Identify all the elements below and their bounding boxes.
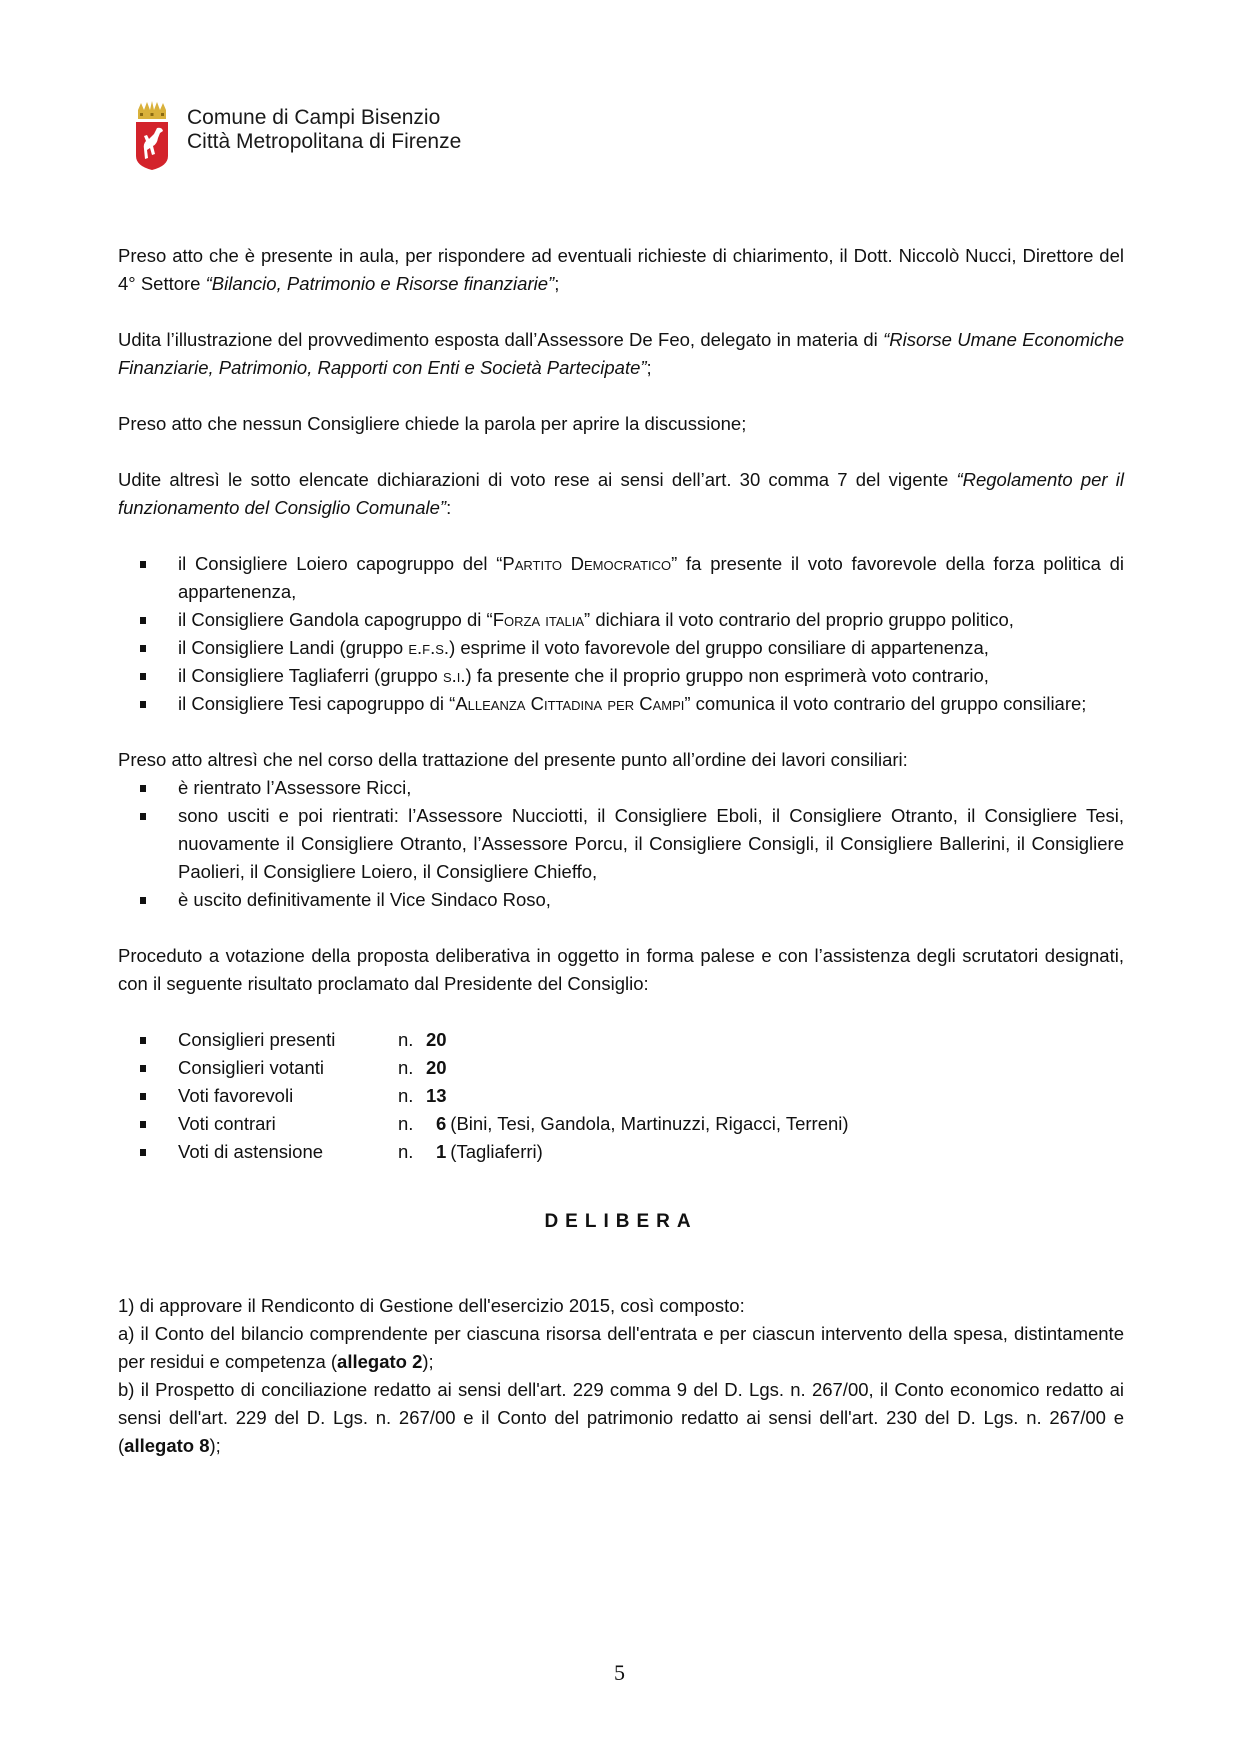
declaration-item: il Consigliere Loiero capogruppo del “Partito Democratico” fa presente il voto favorevole della forza politica di appartenenza, [178,550,1124,606]
delibera-item-1: 1) di approvare il Rendiconto di Gestione dell'esercizio 2015, così composto: [118,1295,745,1316]
vote-row: Voti di astensione n. 1 (Tagliaferri) [178,1138,1124,1166]
delibera-item-a: a) il Conto del bilancio comprendente per ciascuna risorsa dell'entrata e per ciascun intervento della spesa, distintamente per residui e competenza (allegato 2); [118,1323,1124,1372]
paragraph-presence-director: Preso atto che è presente in aula, per rispondere ad eventuali richieste di chiarimento, il Dott. Niccolò Nucci, Direttore del 4° Settore “Bilancio, Patrimonio e Risorse finanziarie”; [118,245,1124,294]
vote-row: Voti contrari n. 6 (Bini, Tesi, Gandola, Martinuzzi, Rigacci, Terreni) [178,1110,1124,1138]
presence-item: è uscito definitivamente il Vice Sindaco Roso, [178,886,1124,914]
delibera-heading: DELIBERA [544,1211,698,1232]
presence-item: sono usciti e poi rientrati: l’Assessore Nucciotti, il Consigliere Eboli, il Consigliere Otranto, il Consigliere Tesi, nuovamente il Consigliere Otranto, l’Assessore Porcu, il Consigliere Consigli, il Consigliere Ballerini, il Consigliere Paolieri, il Consigliere Loiero, il Consigliere Chieffo, [178,802,1124,886]
letterhead [135,98,461,170]
vote-declarations-list [118,550,1124,718]
vote-row: Voti favorevoli n. 13 [178,1082,1124,1110]
vote-row: Consiglieri presenti n. 20 [178,1026,1124,1054]
vote-row: Consiglieri votanti n. 20 [178,1054,1124,1082]
document-body [118,242,1124,1460]
municipality-name: Comune di Campi Bisenzio [187,106,441,129]
presence-changes-list [118,774,1124,914]
paragraph-illustration: Udita l’illustrazione del provvedimento esposta dall’Assessore De Feo, delegato in materia di “Risorse Umane Economiche Finanziarie, Patrimonio, Rapporti con Enti e Società Partecipate”; [118,329,1124,378]
declaration-item: il Consigliere Tagliaferri (gruppo s.i.) fa presente che il proprio gruppo non esprimerà voto contrario, [178,662,1124,690]
paragraph-vote-intro: Proceduto a votazione della proposta deliberativa in oggetto in forma palese e con l’assistenza degli scrutatori designati, con il seguente risultato proclamato dal Presidente del Consiglio: [118,945,1124,994]
declaration-item: il Consigliere Gandola capogruppo di “Forza italia” dichiara il voto contrario del proprio gruppo politico, [178,606,1124,634]
declaration-item: il Consigliere Tesi capogruppo di “Alleanza Cittadina per Campi” comunica il voto contrario del gruppo consiliare; [178,690,1124,718]
page-number: 5 [614,1660,625,1685]
metropolitan-city-name: Città Metropolitana di Firenze [187,130,462,153]
paragraph-vote-declarations-intro: Udite altresì le sotto elencate dichiarazioni di voto rese ai sensi dell’art. 30 comma 7 del vigente “Regolamento per il funzionamento del Consiglio Comunale”: [118,469,1124,518]
paragraph-presence-changes-intro: Preso atto altresì che nel corso della trattazione del presente punto all’ordine dei lavori consiliari: [118,749,908,770]
vote-results-list [118,1026,1124,1166]
coat-of-arms-icon [135,98,169,170]
delibera-item-b: b) il Prospetto di conciliazione redatto ai sensi dell'art. 229 comma 9 del D. Lgs. n. 267/00, il Conto economico redatto ai sensi dell'art. 229 del D. Lgs. n. 267/00 e il Conto del patrimonio redatto ai sensi dell'art. 230 del D. Lgs. n. 267/00 e (allegato 8); [118,1379,1124,1456]
presence-item: è rientrato l’Assessore Ricci, [178,774,1124,802]
declaration-item: il Consigliere Landi (gruppo e.f.s.) esprime il voto favorevole del gruppo consiliare di appartenenza, [178,634,1124,662]
paragraph-no-discussion: Preso atto che nessun Consigliere chiede la parola per aprire la discussione; [118,413,747,434]
